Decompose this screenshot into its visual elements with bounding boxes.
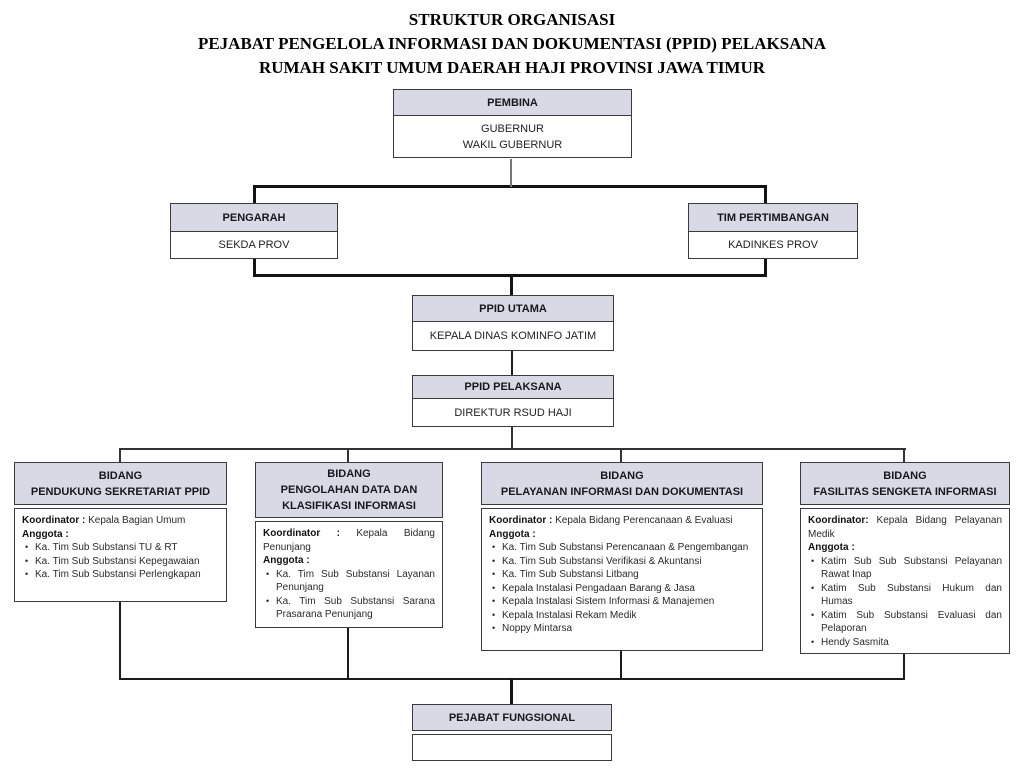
node-bidang1-header bbox=[14, 462, 227, 505]
node-ppid-utama-header bbox=[412, 295, 614, 322]
connector-drop-bidang3 bbox=[620, 651, 622, 680]
list-item: • Katim Sub Substansi Hukum dan Humas bbox=[808, 582, 1002, 609]
node-ppid-utama bbox=[412, 295, 614, 351]
list-item: • Ka. Tim Sub Substansi TU & RT bbox=[22, 541, 219, 555]
bidang2-anggota-list bbox=[263, 568, 435, 622]
node-bidang1-body bbox=[14, 508, 227, 602]
chart-title bbox=[0, 8, 1024, 80]
node-bidang2-header-line: PENGOLAHAN DATA DAN bbox=[280, 484, 418, 496]
list-item: • Hendy Sasmita bbox=[808, 636, 1002, 650]
list-item: • Katim Sub Substansi Evaluasi dan Pelaporan bbox=[808, 609, 1002, 636]
list-item: • Ka. Tim Sub Substansi Kepegawaian bbox=[22, 555, 219, 569]
connector-stub-bidang1 bbox=[119, 448, 121, 463]
node-tim-pertimbangan-title: TIM PERTIMBANGAN bbox=[717, 211, 829, 224]
node-bidang4-body bbox=[800, 508, 1010, 654]
chart-title-line2: PEJABAT PENGELOLA INFORMASI DAN DOKUMENTASI (PPID) PELAKSANA bbox=[197, 34, 827, 53]
bidang2-koordinator bbox=[263, 527, 435, 554]
koordinator-value: Kepala Bidang Pelayanan Medik bbox=[808, 515, 1003, 540]
connector-stub-bidang4 bbox=[903, 448, 905, 463]
node-pejabat-fungsional-title: PEJABAT FUNGSIONAL bbox=[448, 711, 576, 724]
chart-title-line1: STRUKTUR ORGANISASI bbox=[408, 10, 616, 29]
list-item: • Kepala Instalasi Sistem Informasi & Manajemen bbox=[489, 595, 755, 609]
connector-loop-to-ppid-utama bbox=[510, 276, 513, 296]
bidang1-koordinator bbox=[22, 514, 219, 528]
node-ppid-pelaksana-body bbox=[412, 398, 614, 427]
node-bidang-pendukung-sekretariat bbox=[14, 462, 227, 602]
connector-bidang-top-hline bbox=[119, 448, 906, 450]
node-bidang1-header-line: BIDANG bbox=[98, 469, 143, 482]
bidang3-anggota-list bbox=[489, 541, 755, 636]
connector-drop-bidang4 bbox=[903, 654, 905, 680]
node-bidang4-header-line: FASILITAS SENGKETA INFORMASI bbox=[813, 485, 997, 498]
list-item: • Ka. Tim Sub Substansi Perencanaan & Pengembangan bbox=[489, 541, 755, 555]
connector-stub-bidang3 bbox=[620, 448, 622, 463]
node-pejabat-fungsional-body bbox=[412, 734, 612, 761]
bidang4-koordinator bbox=[808, 514, 1002, 541]
node-tim-pertimbangan-header bbox=[688, 203, 858, 232]
node-bidang3-body bbox=[481, 508, 763, 651]
connector-pembina-down bbox=[510, 159, 512, 187]
node-pengarah-title: PENGARAH bbox=[222, 211, 286, 224]
koordinator-value: Kepala Bidang Penunjang bbox=[263, 528, 435, 553]
connector-ppidpelaksana-down bbox=[511, 426, 513, 449]
node-ppid-utama-title: PPID UTAMA bbox=[479, 302, 547, 315]
bidang1-anggota-label: Anggota : bbox=[22, 528, 69, 540]
node-bidang2-body bbox=[255, 521, 443, 628]
node-bidang3-header-line: BIDANG bbox=[600, 469, 644, 482]
node-bidang3-header-line: PELAYANAN INFORMASI DAN DOKUMENTASI bbox=[500, 485, 744, 498]
koordinator-value: Kepala Bidang Perencanaan & Evaluasi bbox=[555, 515, 733, 526]
node-ppid-utama-body bbox=[412, 321, 614, 351]
bidang3-koordinator bbox=[489, 514, 755, 528]
node-pembina-member: WAKIL GUBERNUR bbox=[462, 138, 563, 151]
node-ppid-pelaksana-member: DIREKTUR RSUD HAJI bbox=[454, 406, 572, 419]
node-bidang4-header-line: BIDANG bbox=[883, 469, 927, 482]
node-bidang-pengolahan-data bbox=[255, 462, 443, 628]
bidang1-anggota-list bbox=[22, 541, 219, 582]
node-ppid-pelaksana bbox=[412, 375, 614, 427]
node-pembina-member: GUBERNUR bbox=[481, 122, 544, 135]
list-item: • Ka. Tim Sub Substansi Litbang bbox=[489, 568, 755, 582]
node-bidang-pelayanan-informasi bbox=[481, 462, 763, 651]
node-pengarah-header bbox=[170, 203, 338, 232]
list-item: • Ka. Tim Sub Substansi Perlengkapan bbox=[22, 568, 219, 582]
chart-title-line3: RUMAH SAKIT UMUM DAERAH HAJI PROVINSI JAWA TIMUR bbox=[258, 58, 766, 77]
node-tim-pertimbangan bbox=[688, 203, 858, 259]
bidang3-anggota-label: Anggota : bbox=[489, 528, 536, 540]
node-pengarah-body bbox=[170, 231, 338, 259]
koordinator-label: Koordinator : bbox=[263, 528, 340, 539]
connector-pejabat-fungsional bbox=[510, 678, 513, 706]
bidang4-anggota-label: Anggota : bbox=[808, 542, 855, 553]
node-pengarah-member: SEKDA PROV bbox=[218, 239, 290, 251]
koordinator-value: Kepala Bagian Umum bbox=[88, 515, 186, 526]
node-ppid-utama-member: KEPALA DINAS KOMINFO JATIM bbox=[429, 330, 597, 342]
node-bidang2-header bbox=[255, 462, 443, 518]
node-tim-pertimbangan-body bbox=[688, 231, 858, 259]
node-tim-pertimbangan-member: KADINKES PROV bbox=[728, 239, 818, 251]
connector-drop-bidang1 bbox=[119, 602, 121, 680]
node-bidang3-header bbox=[481, 462, 763, 505]
node-pejabat-fungsional bbox=[412, 704, 612, 761]
list-item: • Katim Sub Sub Substansi Pelayanan Rawat Inap bbox=[808, 555, 1002, 582]
list-item: • Noppy Mintarsa bbox=[489, 622, 755, 636]
connector-drop-bidang2 bbox=[347, 628, 349, 680]
node-ppid-pelaksana-header bbox=[412, 375, 614, 399]
node-bidang2-header-line: BIDANG bbox=[327, 468, 371, 480]
node-pengarah bbox=[170, 203, 338, 259]
node-bidang2-header-line: KLASIFIKASI INFORMASI bbox=[282, 500, 416, 512]
connector-ppidutama-ppidpelaksana bbox=[511, 351, 513, 376]
node-bidang-fasilitas-sengketa bbox=[800, 462, 1010, 654]
koordinator-label: Koordinator : bbox=[489, 515, 553, 526]
koordinator-label: Koordinator: bbox=[808, 515, 869, 526]
list-item: • Ka. Tim Sub Substansi Sarana Prasarana Penunjang bbox=[263, 595, 435, 622]
list-item: • Kepala Instalasi Pengadaan Barang & Jasa bbox=[489, 582, 755, 596]
bidang2-anggota-label: Anggota : bbox=[263, 555, 310, 566]
bidang4-anggota-list bbox=[808, 555, 1002, 650]
list-item: • Ka. Tim Sub Substansi Verifikasi & Akuntansi bbox=[489, 555, 755, 569]
list-item: • Kepala Instalasi Rekam Medik bbox=[489, 609, 755, 623]
node-pembina bbox=[393, 89, 632, 158]
node-pejabat-fungsional-header bbox=[412, 704, 612, 731]
node-bidang4-header bbox=[800, 462, 1010, 505]
node-bidang1-header-line: PENDUKUNG SEKRETARIAT PPID bbox=[30, 485, 211, 498]
node-pembina-header bbox=[393, 89, 632, 116]
node-pembina-title: PEMBINA bbox=[487, 96, 538, 109]
node-pembina-body bbox=[393, 115, 632, 158]
list-item: • Ka. Tim Sub Substansi Layanan Penunjang bbox=[263, 568, 435, 595]
node-ppid-pelaksana-title: PPID PELAKSANA bbox=[464, 381, 562, 393]
connector-stub-bidang2 bbox=[347, 448, 349, 463]
koordinator-label: Koordinator : bbox=[22, 515, 86, 526]
